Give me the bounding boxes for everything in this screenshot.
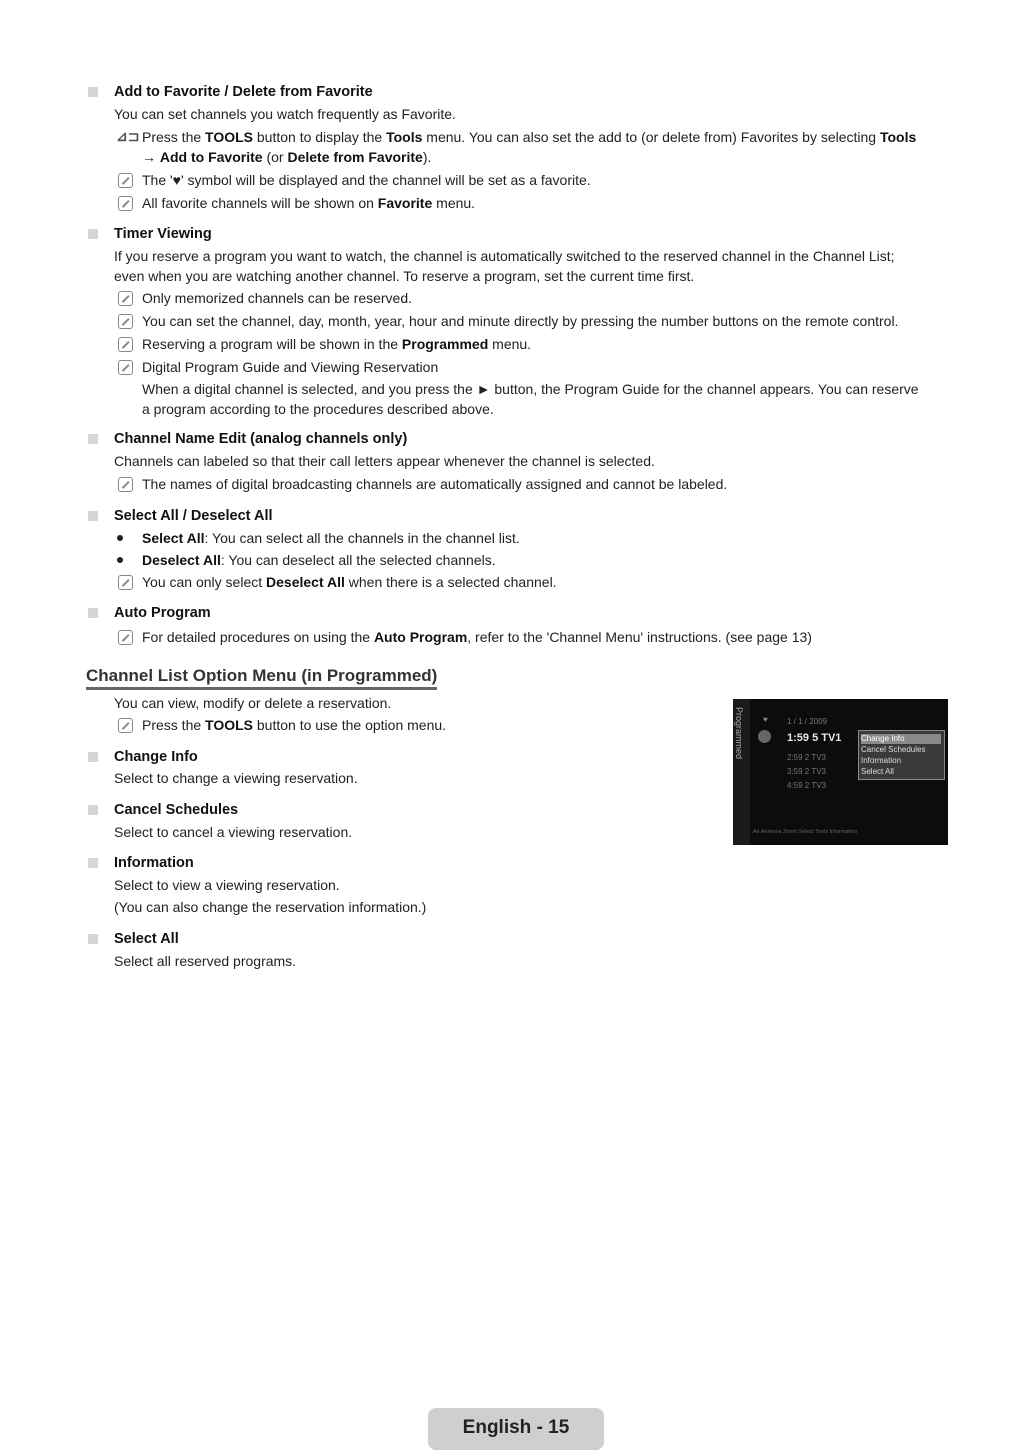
note-favorite-menu: All favorite channels will be shown on Favorite menu. <box>142 195 476 211</box>
note-tools-option: Press the TOOLS button to use the option menu. <box>142 717 447 733</box>
bullet-square <box>88 511 98 521</box>
heart-icon: ♥ <box>763 715 768 724</box>
text-favorite-desc: You can set channels you watch frequently as Favorite. <box>114 106 456 122</box>
bullet-square <box>88 229 98 239</box>
page-number: English - 15 <box>462 1417 570 1438</box>
heading-add-to-favorite: Add to Favorite / Delete from Favorite <box>114 84 373 100</box>
note-favorite-symbol: The '♥' symbol will be displayed and the channel will be set as a favorite. <box>142 172 591 188</box>
heading-select-all-reserved: Select All <box>114 931 179 947</box>
tv-menu-select-all: Select All <box>861 767 894 776</box>
tv-menu-information: Information <box>861 756 902 765</box>
note-icon <box>118 314 133 329</box>
tv-program-row: 3:59 2 TV3 <box>787 767 826 776</box>
globe-icon <box>758 730 771 743</box>
tv-option-menu <box>858 730 945 780</box>
tv-bottom-bar: Air Antenna Zoom Select Tools Information <box>753 829 858 835</box>
bullet-square <box>88 858 98 868</box>
note-icon <box>118 718 133 733</box>
bullet-square <box>88 608 98 618</box>
heading-auto-program: Auto Program <box>114 605 211 621</box>
note-icon <box>118 575 133 590</box>
heading-change-info: Change Info <box>114 749 198 765</box>
text-deselect-all: Deselect All: You can deselect all the selected channels. <box>142 552 496 568</box>
text-channel-name-desc: Channels can labeled so that their call letters appear whenever the channel is selected. <box>114 453 655 469</box>
note-memorized-channels: Only memorized channels can be reserved. <box>142 290 413 306</box>
note-programmed-menu: Reserving a program will be shown in the Programmed menu. <box>142 336 532 352</box>
note-icon <box>118 196 133 211</box>
bullet-square <box>88 934 98 944</box>
tv-side-panel <box>733 699 750 845</box>
text-program-guide-desc-1: When a digital channel is selected, and you press the ► button, the Program Guide for the channel appears. You can reserve <box>142 381 919 397</box>
heading-timer-viewing: Timer Viewing <box>114 226 212 242</box>
bullet-dot <box>117 557 123 563</box>
bullet-square <box>88 805 98 815</box>
text-tools-instruction: Press the TOOLS button to display the Tools menu. You can also set the add to (or delete from) Favorites by selecting Tools <box>142 129 917 145</box>
bullet-square <box>88 87 98 97</box>
note-deselect-all: You can only select Deselect All when there is a selected channel. <box>142 574 557 590</box>
text-cancel-schedules-desc: Select to cancel a viewing reservation. <box>114 824 353 840</box>
text-information-desc-1: Select to view a viewing reservation. <box>114 877 340 893</box>
text-information-desc-2: (You can also change the reservation information.) <box>114 899 427 915</box>
note-icon <box>118 337 133 352</box>
tv-program-row: 4:59 2 TV3 <box>787 781 826 790</box>
heading-select-all: Select All / Deselect All <box>114 508 273 524</box>
text-select-all-reserved-desc: Select all reserved programs. <box>114 953 297 969</box>
note-icon <box>118 477 133 492</box>
heading-cancel-schedules: Cancel Schedules <box>114 802 239 818</box>
tv-menu-change-info: Change Info <box>861 734 941 744</box>
text-program-guide-desc-2: a program according to the procedures described above. <box>142 401 494 417</box>
text-timer-desc-2: even when you are watching another channel. To reserve a program, set the current time first. <box>114 268 695 284</box>
tv-program-row: 2:59 2 TV3 <box>787 753 826 762</box>
note-program-guide: Digital Program Guide and Viewing Reservation <box>142 359 439 375</box>
tv-date: 1 / 1 / 2009 <box>787 717 828 726</box>
page-number-badge <box>428 1408 604 1450</box>
text-change-info-desc: Select to change a viewing reservation. <box>114 770 358 786</box>
note-digital-names: The names of digital broadcasting channels are automatically assigned and cannot be labeled. <box>142 476 728 492</box>
bullet-dot <box>117 535 123 541</box>
heading-information: Information <box>114 855 194 871</box>
note-number-buttons: You can set the channel, day, month, year, hour and minute directly by pressing the number buttons on the remote control. <box>142 313 899 329</box>
note-icon <box>118 360 133 375</box>
text-option-menu-desc: You can view, modify or delete a reservation. <box>114 695 392 711</box>
text-select-all: Select All: You can select all the channels in the channel list. <box>142 530 520 546</box>
tv-side-label: Programmed <box>734 707 744 760</box>
note-icon <box>118 173 133 188</box>
tv-menu-cancel-schedules: Cancel Schedules <box>861 745 926 754</box>
bullet-square <box>88 752 98 762</box>
note-icon <box>118 630 133 645</box>
text-timer-desc-1: If you reserve a program you want to watch, the channel is automatically switched to the reserved channel in the Channel List; <box>114 248 895 264</box>
note-auto-program: For detailed procedures on using the Auto Program, refer to the 'Channel Menu' instructions. (see page 13) <box>142 629 812 645</box>
tv-current-program: 1:59 5 TV1 <box>787 732 842 744</box>
heading-channel-name-edit: Channel Name Edit (analog channels only) <box>114 431 408 447</box>
note-icon <box>118 291 133 306</box>
bullet-square <box>88 434 98 444</box>
section-title-option-menu: Channel List Option Menu (in Programmed) <box>86 665 437 690</box>
text-tools-instruction-cont: → Add to Favorite (or Delete from Favorite). <box>142 149 432 165</box>
tv-screen-illustration <box>733 699 948 845</box>
tools-icon: ⊿⊐ <box>116 128 140 144</box>
